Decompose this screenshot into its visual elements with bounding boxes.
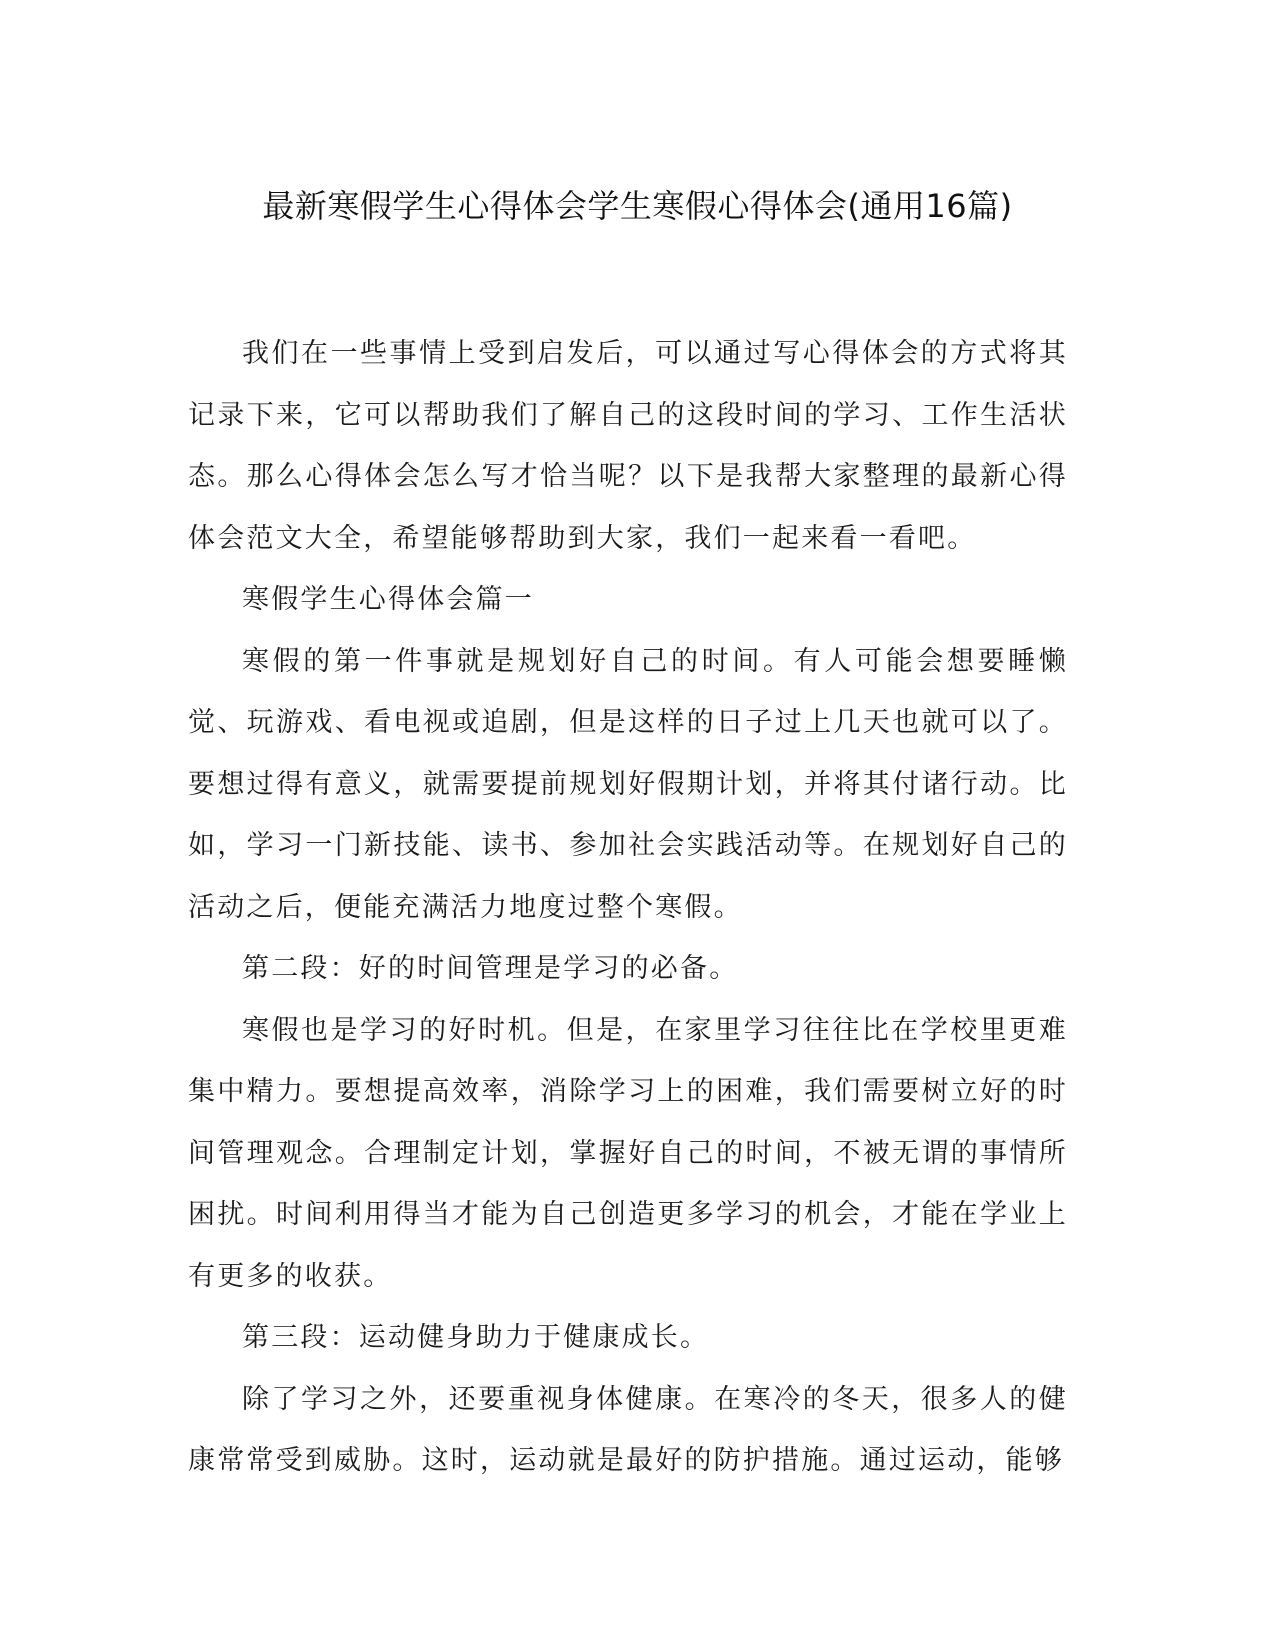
- section-heading-third: 第三段：运动健身助力于健康成长。: [242, 1322, 710, 1353]
- section-heading-part-one: 寒假学生心得体会篇一: [242, 584, 534, 615]
- paragraph-third: 除了学习之外，还要重视身体健康。在寒冷的冬天，很多人的健康常常受到威胁。这时，运动就是最好的防护措施。通过运动，能够: [188, 1383, 1068, 1476]
- document-body: [188, 323, 1068, 1492]
- document-title: 最新寒假学生心得体会学生寒假心得体会(通用16篇): [262, 187, 1013, 225]
- section-heading-second: 第二段：好的时间管理是学习的必备。: [242, 953, 739, 984]
- paragraph-second: 寒假也是学习的好时机。但是，在家里学习往往比在学校里更难集中精力。要想提高效率，消除学习上的困难，我们需要树立好的时间管理观念。合理制定计划，掌握好自己的时间，不被无谓的事情所困扰。时间利用得当才能为自己创造更多学习的机会，才能在学业上有更多的收获。: [188, 1014, 1068, 1292]
- paragraph-intro: 我们在一些事情上受到启发后，可以通过写心得体会的方式将其记录下来，它可以帮助我们了解自己的这段时间的学习、工作生活状态。那么心得体会怎么写才恰当呢？以下是我帮大家整理的最新心得体会范文大全，希望能够帮助到大家，我们一起来看一看吧。: [188, 338, 1068, 554]
- paragraph-part-one: 寒假的第一件事就是规划好自己的时间。有人可能会想要睡懒觉、玩游戏、看电视或追剧，但是这样的日子过上几天也就可以了。要想过得有意义，就需要提前规划好假期计划，并将其付诸行动。比如，学习一门新技能、读书、参加社会实践活动等。在规划好自己的活动之后，便能充满活力地度过整个寒假。: [188, 645, 1068, 923]
